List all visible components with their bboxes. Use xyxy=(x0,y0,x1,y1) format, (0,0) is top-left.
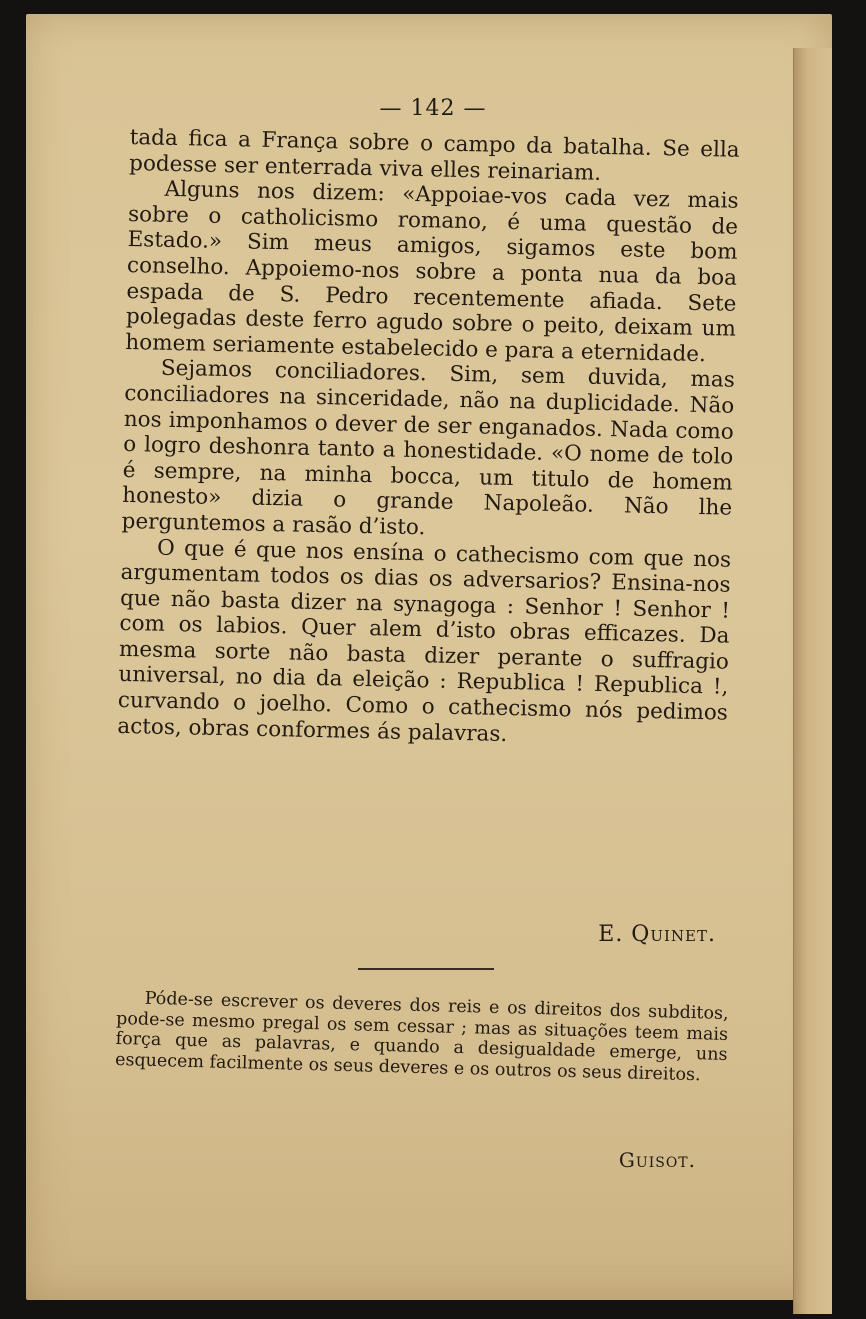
paragraph-4: O que é que nos ensína o cathecismo com que nos argumentam todos os dias os adversarios? Ensina-nos que não basta dizer na synagoga : Senhor ! Senhor ! com os labios. Quer alem d’isto obras efficazes. Da mesma sorte não basta dizer perante o suffragio universal, no dia da eleição : Republica ! Republica !, curvando o joelho. Como o cathecismo nós pedimos actos, obras conformes ás palavras. xyxy=(117,535,732,747)
paragraph-1: tada fica a França sobre o campo da batalha. Se ella podesse ser enterrada viva elles reinariam. xyxy=(128,125,740,186)
signature-quinet: E. Quinet. xyxy=(598,922,716,947)
paragraph-3: Sejamos conciliadores. Sim, sem duvida, mas conciliadores na sinceridade, não na duplicidade. Não nos imponhamos o dever de ser enganados. Nada como o logro deshonra tanto a honestidade. «O nome de tolo é sempre, na minha bocca, um titulo de homem honesto» dizia o grande Napoleão. Não lhe perguntemos a rasão d’isto. xyxy=(121,356,736,541)
footnote-paragraph: Póde-se escrever os deveres dos reis e os direitos dos subditos, pode-se mesmo pregal os sem cessar ; mas as situações teem mais força que as palavras, e quando a desigualdade emerge, uns esquecem facilmente os seus deveres e os outros os seus direitos. xyxy=(114,988,729,1085)
main-text xyxy=(117,125,740,752)
signature-guisot: Guisot. xyxy=(618,1148,696,1172)
divider-rule xyxy=(358,968,494,970)
page-number: — 142 — xyxy=(379,96,487,121)
page-edge xyxy=(793,48,832,1314)
quote-block xyxy=(115,988,729,1086)
paragraph-2: Alguns nos dizem: «Appoiae-vos cada vez mais sobre o catholicismo romano, é uma questão de Estado.» Sim meus amigos, sigamos este bom conselho. Appoiemo-nos sobre a ponta nua da boa espada de S. Pedro recentemente afiada. Sete polegadas deste ferro agudo sobre o peito, deixam um homem seriamente estabelecido e para a eternidade. xyxy=(125,176,739,367)
